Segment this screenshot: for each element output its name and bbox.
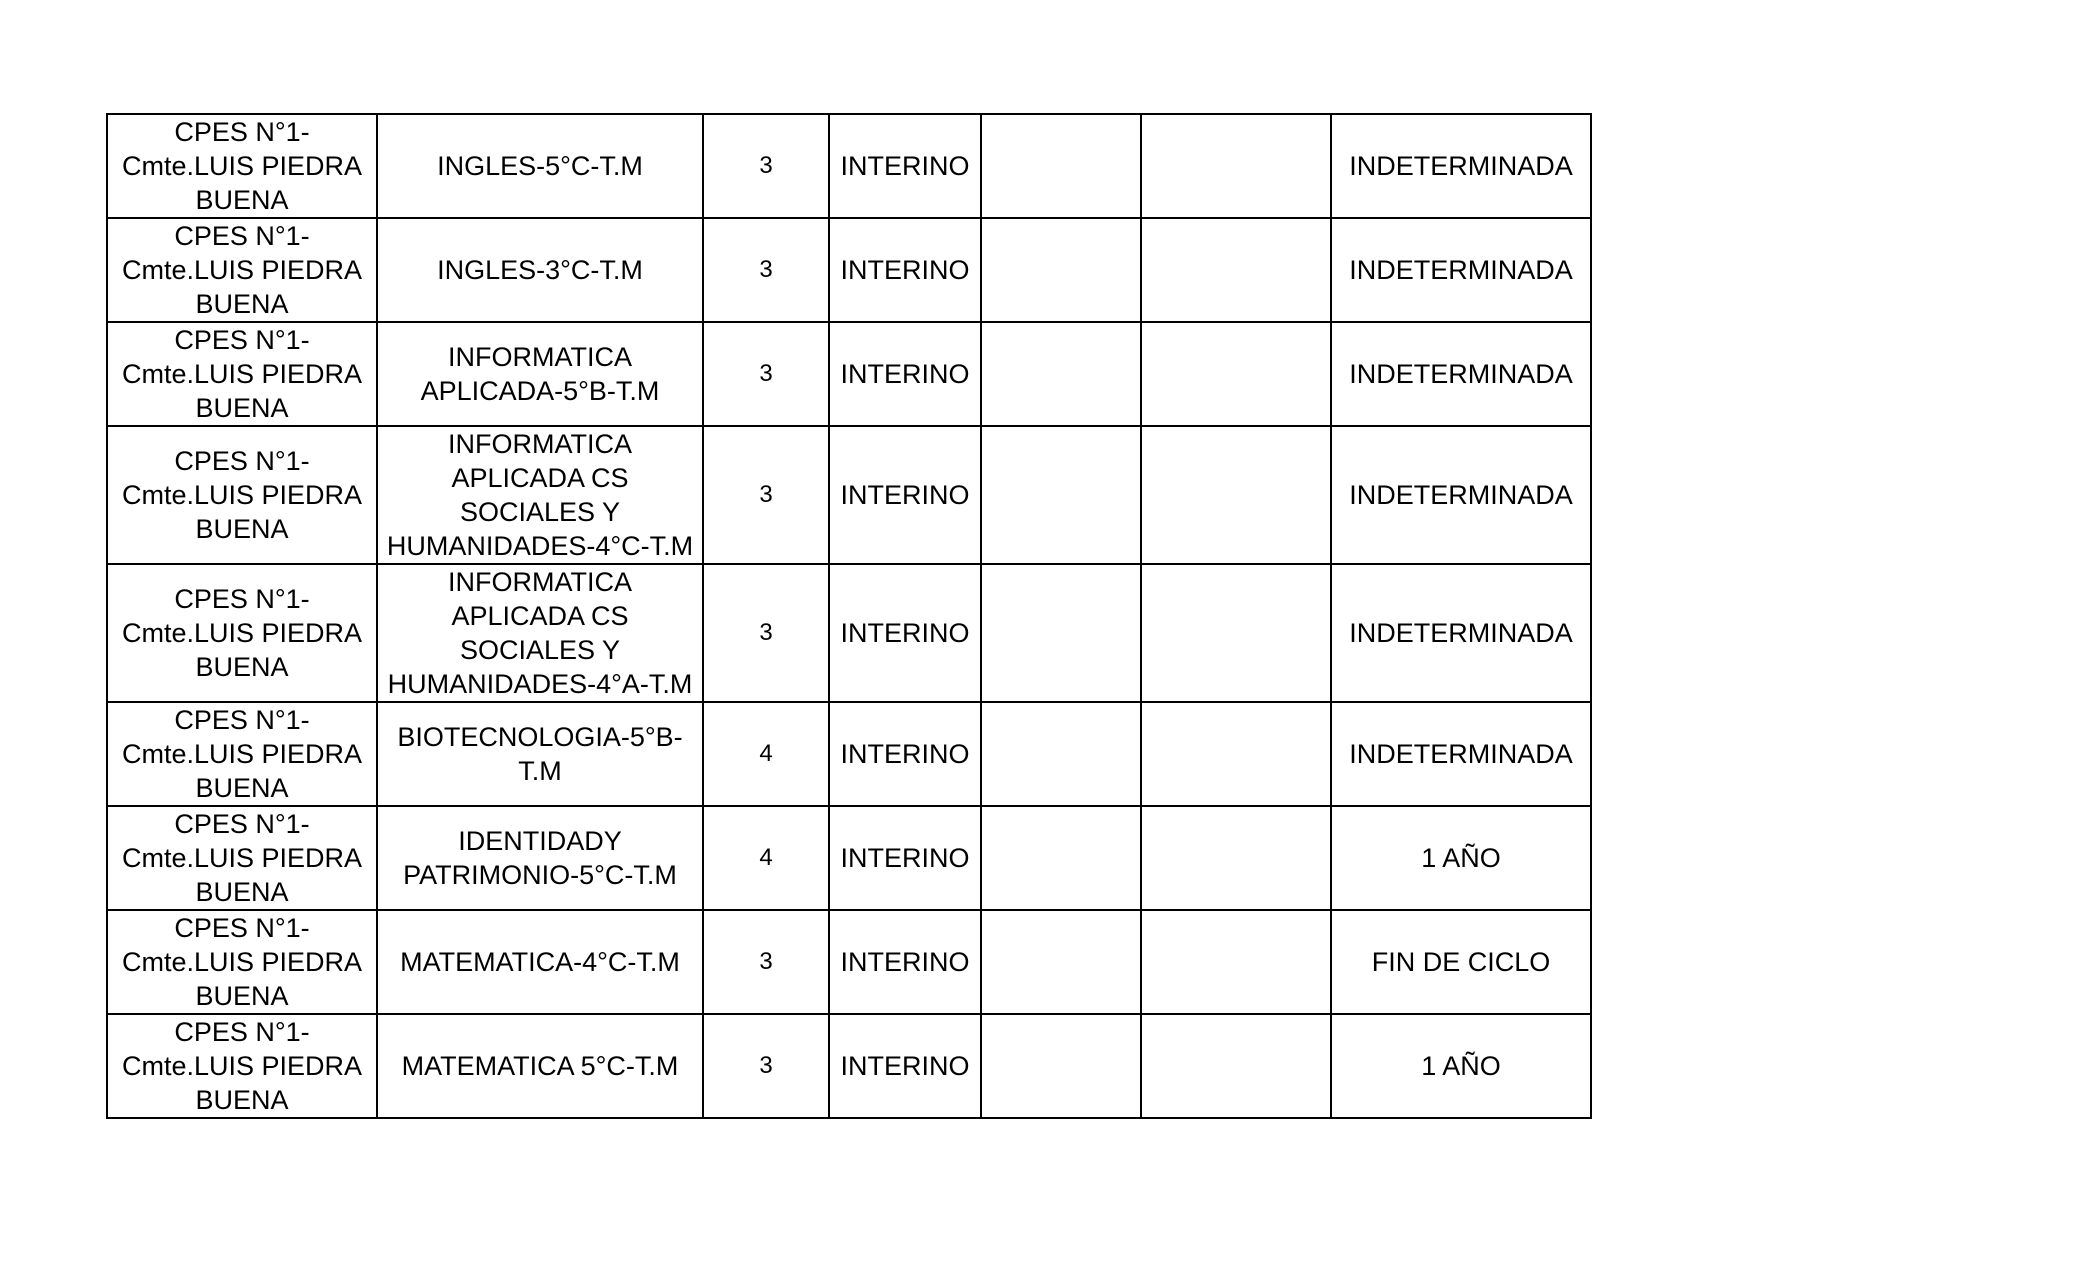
empty-cell-6 (1141, 114, 1331, 218)
subject-cell: BIOTECNOLOGIA-5°B-T.M (377, 702, 703, 806)
empty-cell-6 (1141, 322, 1331, 426)
empty-cell-5 (981, 806, 1141, 910)
hours-cell: 3 (703, 218, 829, 322)
subject-cell: INGLES-5°C-T.M (377, 114, 703, 218)
table-row (107, 702, 1591, 806)
school-cell: CPES N°1-Cmte.LUIS PIEDRA BUENA (107, 806, 377, 910)
table-row (107, 114, 1591, 218)
duration-cell: INDETERMINADA (1331, 322, 1591, 426)
empty-cell-6 (1141, 806, 1331, 910)
table-row (107, 426, 1591, 564)
duration-cell: INDETERMINADA (1331, 564, 1591, 702)
subject-cell: INFORMATICA APLICADA-5°B-T.M (377, 322, 703, 426)
duration-cell: INDETERMINADA (1331, 114, 1591, 218)
hours-cell: 3 (703, 564, 829, 702)
empty-cell-5 (981, 910, 1141, 1014)
hours-cell: 4 (703, 702, 829, 806)
empty-cell-6 (1141, 426, 1331, 564)
empty-cell-5 (981, 322, 1141, 426)
duration-cell: FIN DE CICLO (1331, 910, 1591, 1014)
school-cell: CPES N°1-Cmte.LUIS PIEDRA BUENA (107, 910, 377, 1014)
school-cell: CPES N°1-Cmte.LUIS PIEDRA BUENA (107, 702, 377, 806)
empty-cell-5 (981, 218, 1141, 322)
subject-cell: MATEMATICA 5°C-T.M (377, 1014, 703, 1118)
duration-cell: 1 AÑO (1331, 1014, 1591, 1118)
school-cell: CPES N°1-Cmte.LUIS PIEDRA BUENA (107, 322, 377, 426)
empty-cell-6 (1141, 702, 1331, 806)
subject-cell: IDENTIDADY PATRIMONIO-5°C-T.M (377, 806, 703, 910)
empty-cell-5 (981, 114, 1141, 218)
empty-cell-5 (981, 564, 1141, 702)
status-cell: INTERINO (829, 702, 981, 806)
hours-cell: 3 (703, 322, 829, 426)
empty-cell-5 (981, 702, 1141, 806)
status-cell: INTERINO (829, 218, 981, 322)
status-cell: INTERINO (829, 322, 981, 426)
table-row (107, 806, 1591, 910)
school-cell: CPES N°1-Cmte.LUIS PIEDRA BUENA (107, 426, 377, 564)
duration-cell: 1 AÑO (1331, 806, 1591, 910)
status-cell: INTERINO (829, 1014, 981, 1118)
status-cell: INTERINO (829, 806, 981, 910)
hours-cell: 3 (703, 426, 829, 564)
table-row (107, 322, 1591, 426)
school-cell: CPES N°1-Cmte.LUIS PIEDRA BUENA (107, 218, 377, 322)
school-cell: CPES N°1-Cmte.LUIS PIEDRA BUENA (107, 564, 377, 702)
duration-cell: INDETERMINADA (1331, 426, 1591, 564)
hours-cell: 3 (703, 910, 829, 1014)
status-cell: INTERINO (829, 910, 981, 1014)
positions-table (106, 113, 1592, 1119)
status-cell: INTERINO (829, 426, 981, 564)
hours-cell: 3 (703, 1014, 829, 1118)
subject-cell: MATEMATICA-4°C-T.M (377, 910, 703, 1014)
empty-cell-6 (1141, 910, 1331, 1014)
empty-cell-5 (981, 426, 1141, 564)
subject-cell: INFORMATICA APLICADA CS SOCIALES Y HUMANIDADES-4°A-T.M (377, 564, 703, 702)
hours-cell: 3 (703, 114, 829, 218)
school-cell: CPES N°1-Cmte.LUIS PIEDRA BUENA (107, 1014, 377, 1118)
empty-cell-6 (1141, 1014, 1331, 1118)
table-row (107, 910, 1591, 1014)
school-cell: CPES N°1-Cmte.LUIS PIEDRA BUENA (107, 114, 377, 218)
status-cell: INTERINO (829, 564, 981, 702)
empty-cell-5 (981, 1014, 1141, 1118)
duration-cell: INDETERMINADA (1331, 218, 1591, 322)
subject-cell: INFORMATICA APLICADA CS SOCIALES Y HUMANIDADES-4°C-T.M (377, 426, 703, 564)
table-row (107, 1014, 1591, 1118)
empty-cell-6 (1141, 564, 1331, 702)
table-row (107, 218, 1591, 322)
table-row (107, 564, 1591, 702)
subject-cell: INGLES-3°C-T.M (377, 218, 703, 322)
status-cell: INTERINO (829, 114, 981, 218)
hours-cell: 4 (703, 806, 829, 910)
empty-cell-6 (1141, 218, 1331, 322)
duration-cell: INDETERMINADA (1331, 702, 1591, 806)
